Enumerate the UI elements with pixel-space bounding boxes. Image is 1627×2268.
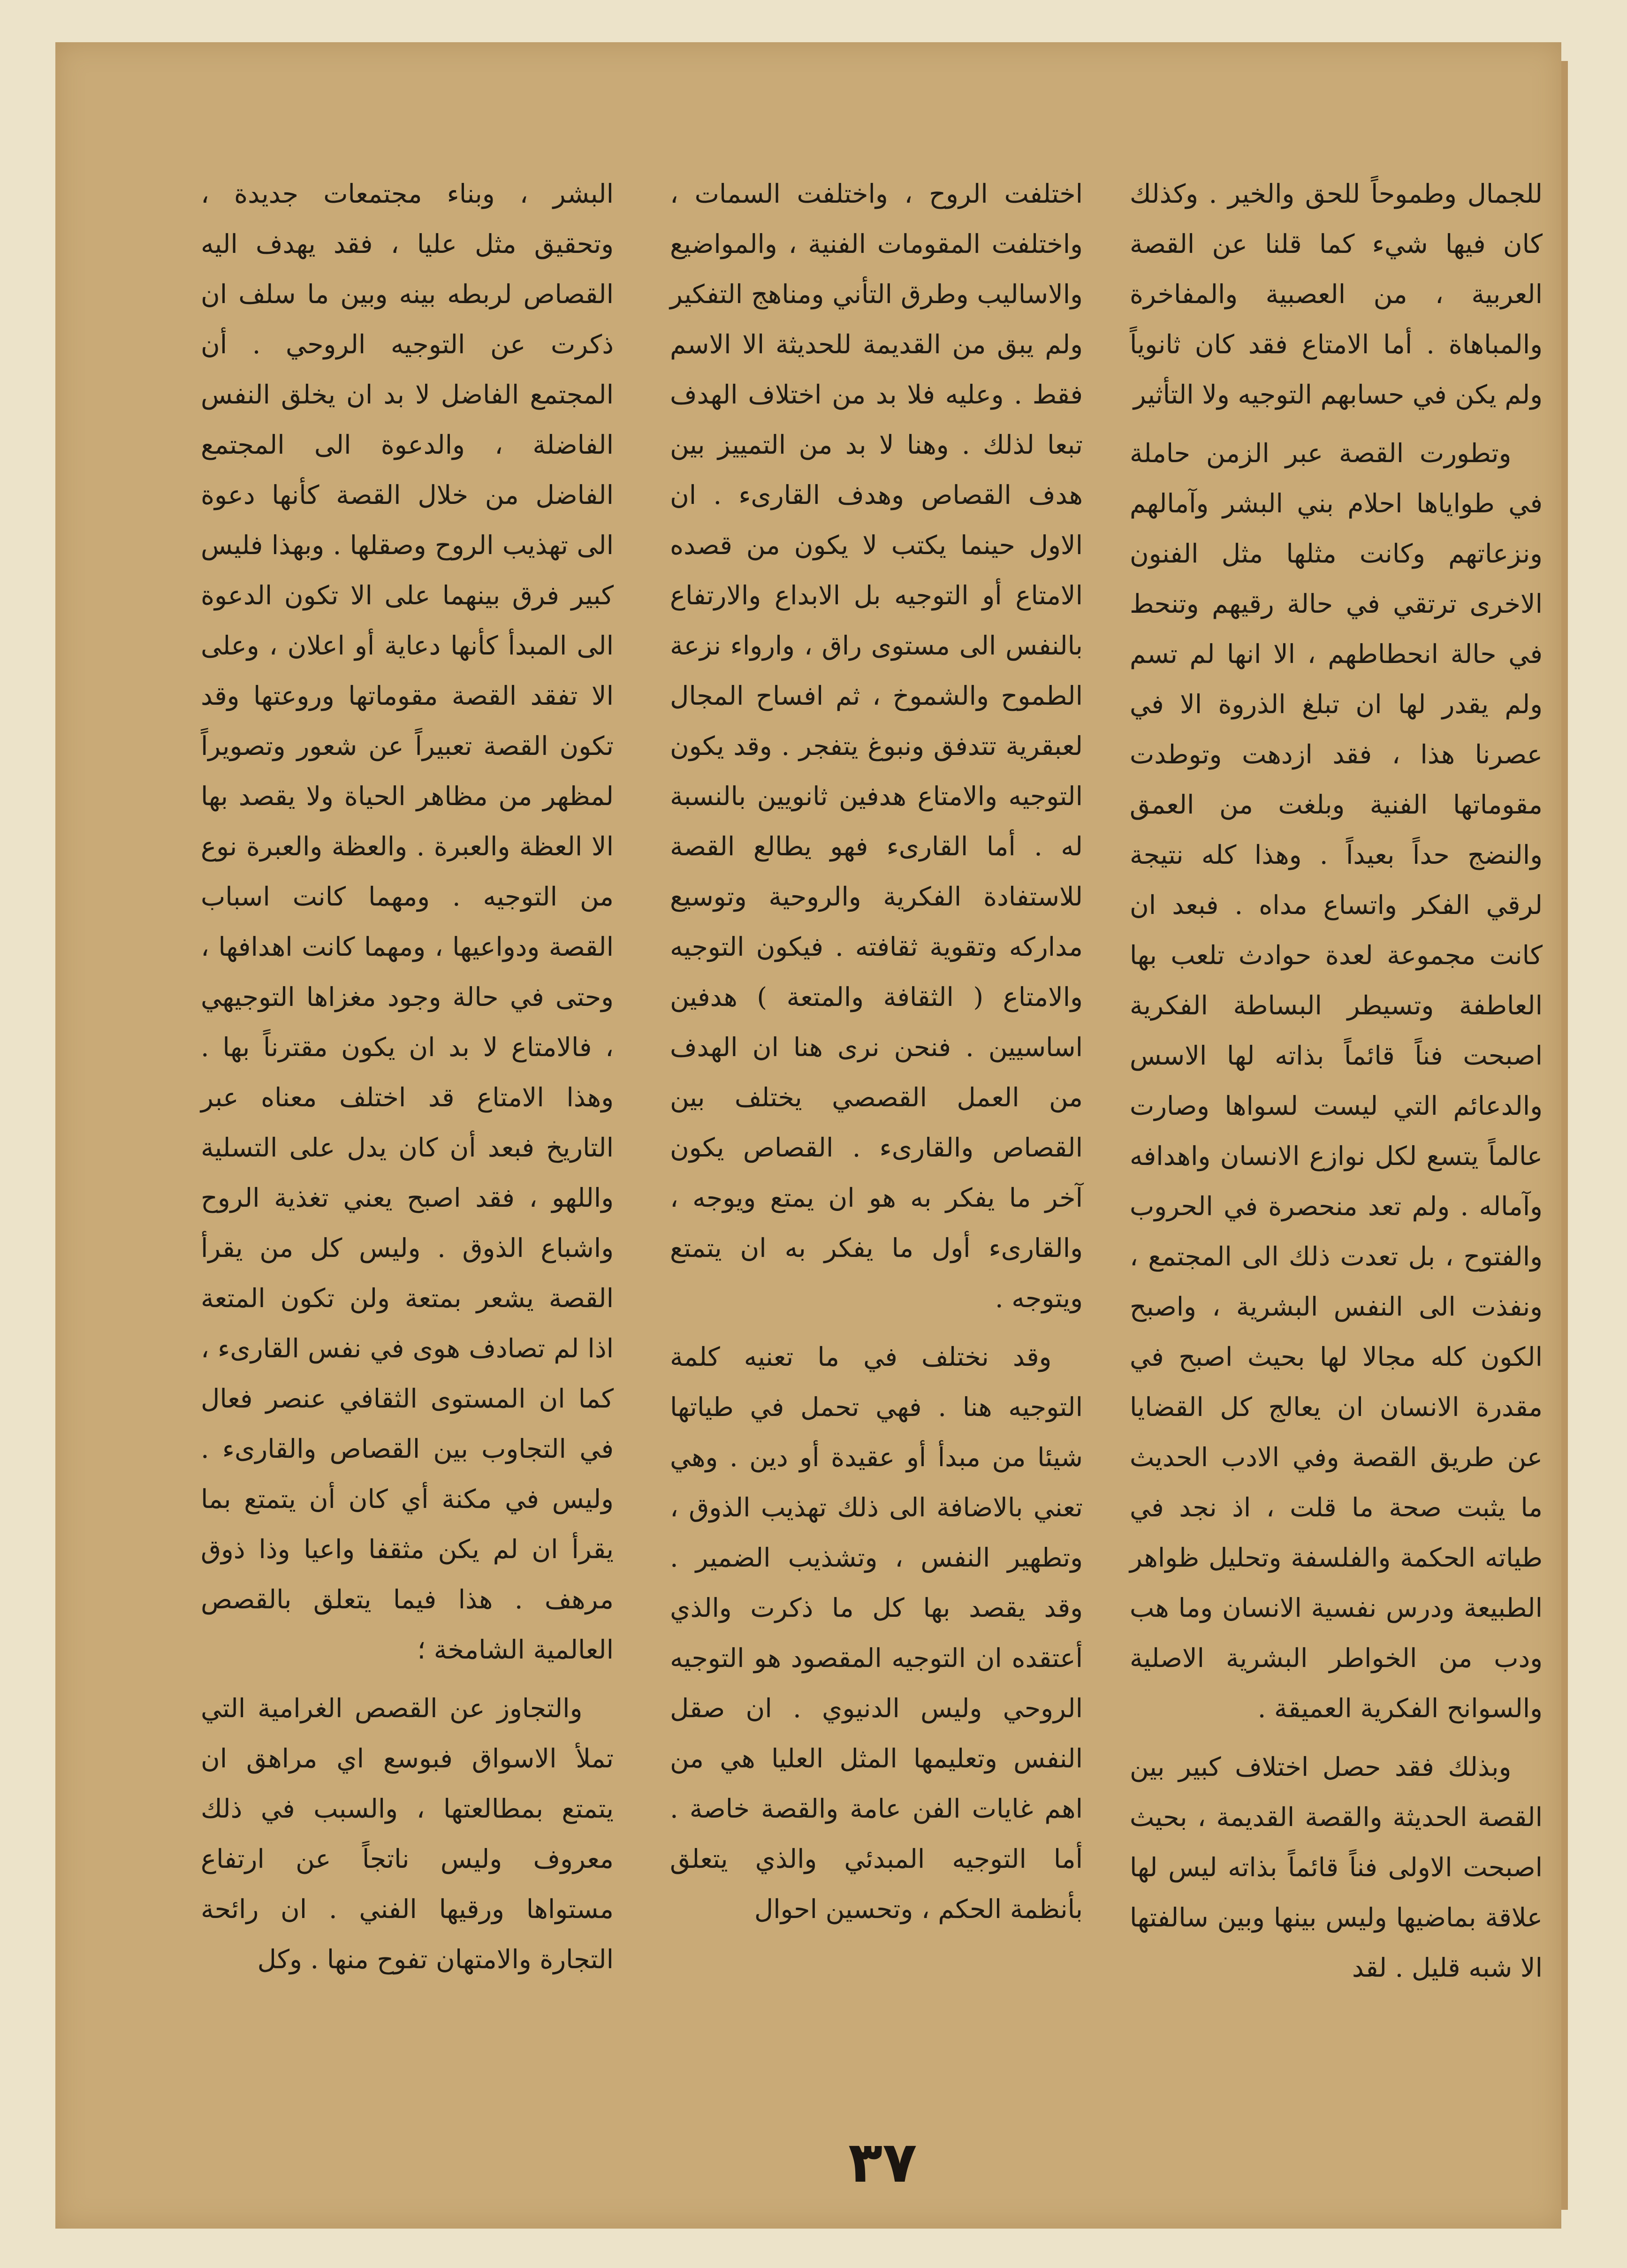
page-edge	[1561, 61, 1568, 2210]
paragraph: البشر ، وبناء مجتمعات جديدة ، وتحقيق مثل عليا ، فقد يهدف اليه القصاص لربطه بينه وبين ما سلف ان ذكرت عن التوجيه الروحي . أن المجتمع الفاضل لا بد ان يخلق النفس الفاضلة ، والدعوة الى المجتمع الفاضل من خلال القصة كأنها دعوة الى تهذيب الروح وصقلها . وبهذا فليس كبير فرق بينهما على الا تكون الدعوة الى المبدأ كأنها دعاية أو اعلان ، وعلى الا تفقد القصة مقوماتها وروعتها وقد تكون القصة تعبيراً عن شعور وتصويراً لمظهر من مظاهر الحياة ولا يقصد بها الا العظة والعبرة . والعظة والعبرة نوع من التوجيه . ومهما كانت اسباب القصة ودواعيها ، ومهما كانت اهدافها ، وحتى في حالة وجود مغزاها التوجيهي ، فالامتاع لا بد ان يكون مقترناً بها . وهذا الامتاع قد اختلف معناه عبر التاريخ فبعد أن كان يدل على التسلية واللهو ، فقد اصبح يعني تغذية الروح واشباع الذوق . وليس كل من يقرأ القصة يشعر بمتعة ولن تكون المتعة اذا لم تصادف هوى في نفس القارىء ، كما ان المستوى الثقافي عنصر فعال في التجاوب بين القصاص والقارىء . وليس في مكنة أي كان أن يتمتع بما يقرأ ان لم يكن مثقفا واعيا وذا ذوق مرهف . هذا فيما يتعلق بالقصص العالمية الشامخة ؛	[201, 179, 614, 1665]
text-column-right	[1130, 169, 1543, 2107]
paragraph: وقد نختلف في ما تعنيه كلمة التوجيه هنا . فهي تحمل في طياتها شيئا من مبدأ أو عقيدة أو دين . وهي تعني بالاضافة الى ذلك تهذيب الذوق ، وتطهير النفس ، وتشذيب الضمير . وقد يقصد بها كل ما ذكرت والذي أعتقده ان التوجيه المقصود هو التوجيه الروحي وليس الدنيوي . ان صقل النفس وتعليمها المثل العليا هي من اهم غايات الفن عامة والقصة خاصة . أما التوجيه المبدئي والذي يتعلق بأنظمة الحكم ، وتحسين احوال	[670, 1342, 1083, 1925]
paragraph: للجمال وطموحاً للحق والخير . وكذلك كان فيها شيء كما قلنا عن القصة العربية ، من العصبية والمفاخرة والمباهاة . أما الامتاع فقد كان ثانوياً ولم يكن في حسابهم التوجيه ولا التأثير	[1130, 179, 1543, 410]
text-column-left	[201, 169, 614, 2107]
magazine-page	[55, 42, 1561, 2229]
text-column-middle	[670, 169, 1083, 2107]
paragraph: والتجاوز عن القصص الغرامية التي تملأ الاسواق فبوسع اي مراهق ان يتمتع بمطالعتها ، والسبب في ذلك معروف وليس ناتجاً عن ارتفاع مستواها ورقيها الفني . ان رائحة التجارة والامتهان تفوح منها . وكل	[201, 1693, 614, 1975]
paragraph: اختلفت الروح ، واختلفت السمات ، واختلفت المقومات الفنية ، والمواضيع والاساليب وطرق التأني ومناهج التفكير ولم يبق من القديمة للحديثة الا الاسم فقط . وعليه فلا بد من اختلاف الهدف تبعا لذلك . وهنا لا بد من التمييز بين هدف القصاص وهدف القارىء . ان الاول حينما يكتب لا يكون من قصده الامتاع أو التوجيه بل الابداع والارتفاع بالنفس الى مستوى راق ، وارواء نزعة الطموح والشموخ ، ثم افساح المجال لعبقرية تتدفق ونبوغ يتفجر . وقد يكون التوجيه والامتاع هدفين ثانويين بالنسبة له . أما القارىء فهو يطالع القصة للاستفادة الفكرية والروحية وتوسيع مداركه وتقوية ثقافته . فيكون التوجيه والامتاع ( الثقافة والمتعة ) هدفين اساسيين . فنحن نرى هنا ان الهدف من العمل القصصي يختلف بين القصاص والقارىء . القصاص يكون آخر ما يفكر به هو ان يمتع ويوجه ، والقارىء أول ما يفكر به ان يتمتع ويتوجه .	[670, 179, 1083, 1314]
page-number: ٣٧	[848, 2130, 917, 2195]
paragraph: وتطورت القصة عبر الزمن حاملة في طواياها احلام بني البشر وآمالهم ونزعاتهم وكانت مثلها مثل الفنون الاخرى ترتقي في حالة رقيهم وتنحط في حالة انحطاطهم ، الا انها لم تسم ولم يقدر لها ان تبلغ الذروة الا في عصرنا هذا ، فقد ازدهت وتوطدت مقوماتها الفنية وبلغت من العمق والنضج حداً بعيداً . وهذا كله نتيجة لرقي الفكر واتساع مداه . فبعد ان كانت مجموعة لعدة حوادث تلعب بها العاطفة وتسيطر البساطة الفكرية اصبحت فناً قائماً بذاته لها الاسس والدعائم التي ليست لسواها وصارت عالماً يتسع لكل نوازع الانسان واهدافه وآماله . ولم تعد منحصرة في الحروب والفتوح ، بل تعدت ذلك الى المجتمع ، ونفذت الى النفس البشرية ، واصبح الكون كله مجالا لها بحيث اصبح في مقدرة الانسان ان يعالج كل القضايا عن طريق القصة وفي الادب الحديث ما يثبت صحة ما قلت ، اذ نجد في طياته الحكمة والفلسفة وتحليل ظواهر الطبيعة ودرس نفسية الانسان وما هب ودب من الخواطر البشرية الاصلية والسوانح الفكرية العميقة .	[1130, 438, 1543, 1724]
paragraph: وبذلك فقد حصل اختلاف كبير بين القصة الحديثة والقصة القديمة ، بحيث اصبحت الاولى فناً قائماً بذاته ليس لها علاقة بماضيها وليس بينها وبين سالفتها الا شبه قليل . لقد	[1130, 1752, 1543, 1983]
